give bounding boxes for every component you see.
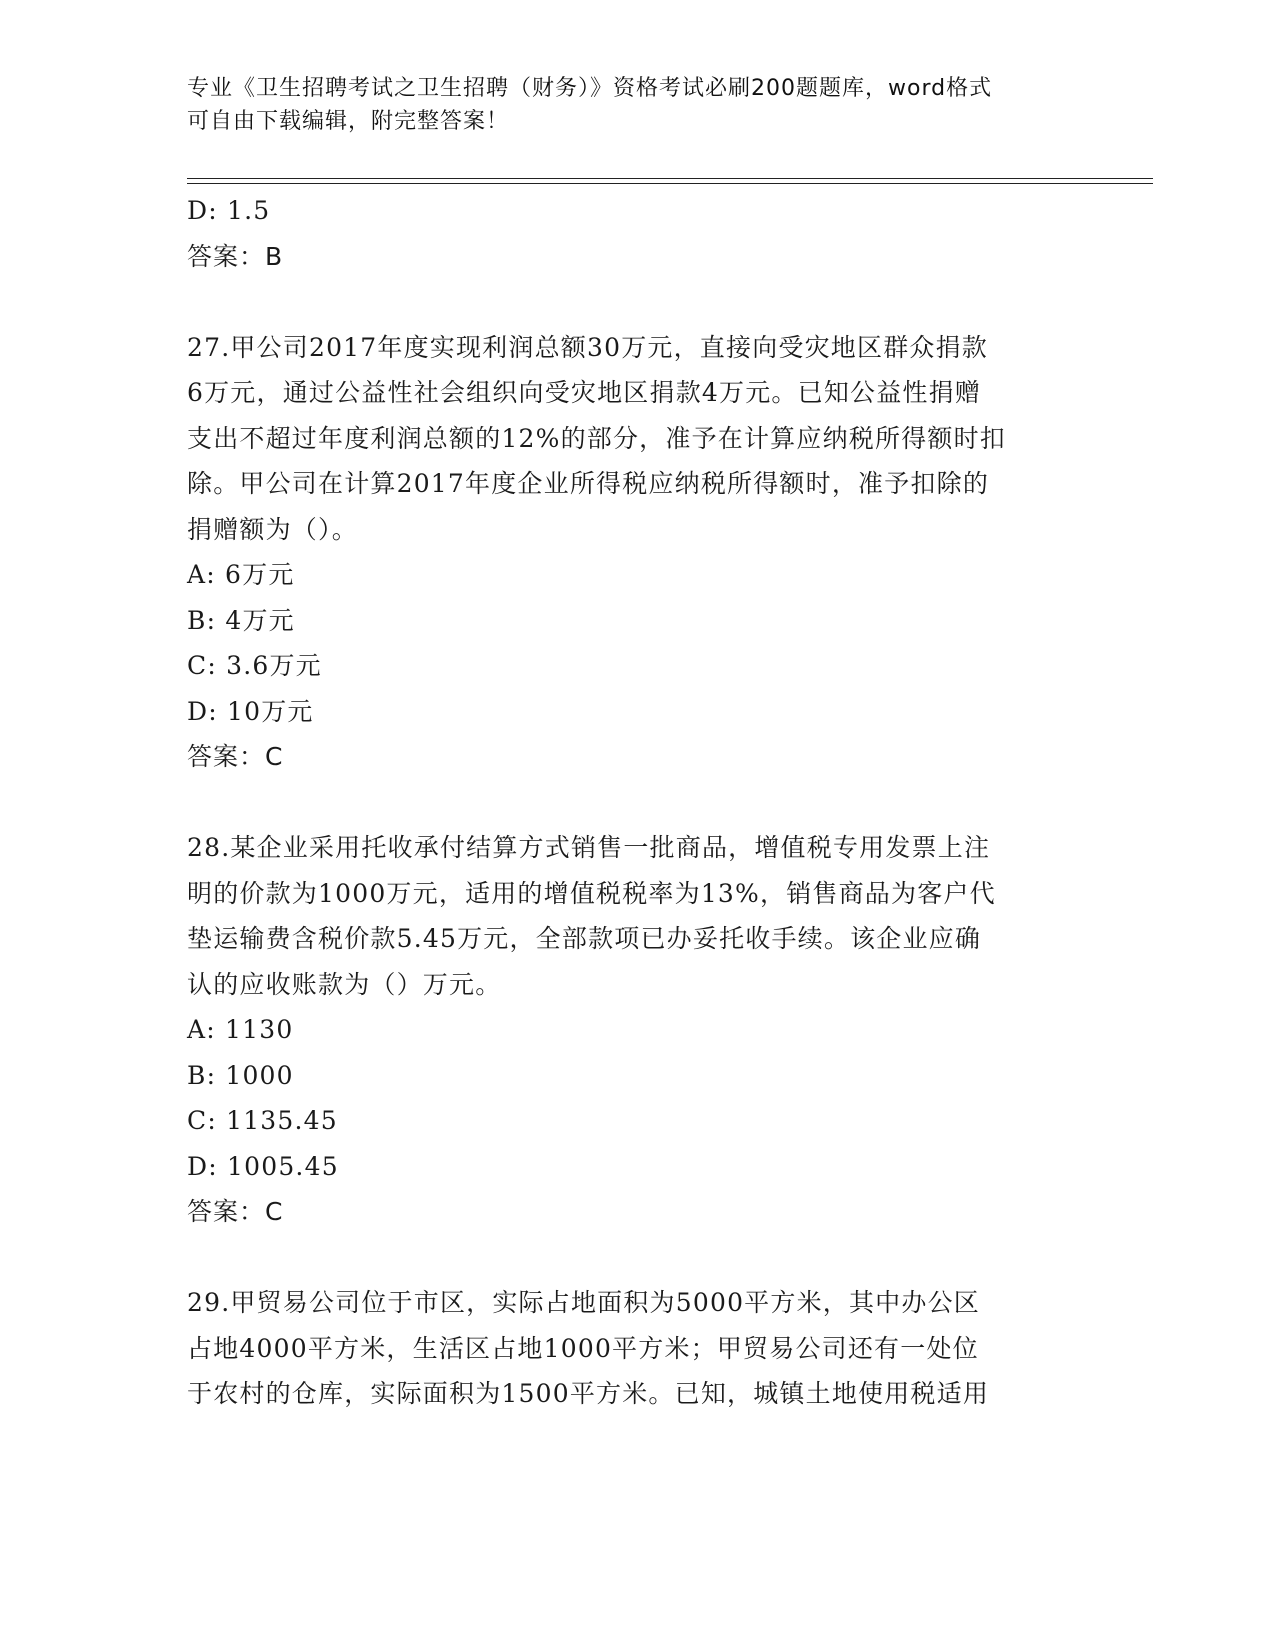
question-27-option-a: A: 6万元 — [187, 560, 295, 589]
question-29 — [187, 1280, 1087, 1417]
spacer — [187, 780, 1087, 826]
question-29-text-line: 29.甲贸易公司位于市区，实际占地面积为5000平方米，其中办公区 — [187, 1288, 980, 1317]
question-27-text-line: 捐赠额为（）。 — [187, 514, 358, 544]
question-28-text-line: 明的价款为1000万元，适用的增值税税率为13%，销售商品为客户代 — [187, 878, 996, 908]
document-body — [187, 188, 1087, 1417]
question-27-answer: 答案：C — [187, 742, 284, 771]
question-28-text-line: 垫运输费含税价款5.45万元，全部款项已办妥托收手续。该企业应确 — [187, 924, 982, 953]
question-27-text-line: 支出不超过年度利润总额的12%的部分，准予在计算应纳税所得额时扣 — [187, 423, 1006, 453]
prev-answer: 答案：B — [187, 241, 284, 271]
question-27-text-line: 27.甲公司2017年度实现利润总额30万元，直接向受灾地区群众捐款 — [187, 332, 988, 362]
question-27 — [187, 325, 1087, 780]
question-27-text-line: 除。甲公司在计算2017年度企业所得税应纳税所得额时，准予扣除的 — [187, 469, 990, 498]
question-27-option-d: D: 10万元 — [187, 696, 314, 726]
question-28-option-a: A: 1130 — [187, 1015, 294, 1044]
question-28-option-c: C: 1135.45 — [187, 1106, 338, 1135]
question-28-option-b: B: 1000 — [187, 1060, 294, 1090]
header-line-1: 专业《卫生招聘考试之卫生招聘（财务）》资格考试必刷200题题库，word格式 — [187, 76, 993, 101]
prev-option-d: D: 1.5 — [187, 196, 271, 225]
document-header — [187, 72, 1067, 138]
question-28-text-line: 认的应收账款为（）万元。 — [187, 969, 502, 999]
question-27-option-b: B: 4万元 — [187, 605, 295, 635]
header-divider-bottom — [187, 183, 1153, 184]
question-27-text-line: 6万元，通过公益性社会组织向受灾地区捐款4万元。已知公益性捐赠 — [187, 378, 982, 407]
question-29-text-line: 于农村的仓库，实际面积为1500平方米。已知，城镇土地使用税适用 — [187, 1379, 990, 1408]
spacer — [187, 279, 1087, 325]
question-28-answer: 答案：C — [187, 1197, 284, 1226]
question-28-option-d: D: 1005.45 — [187, 1151, 339, 1181]
question-28 — [187, 825, 1087, 1235]
spacer — [187, 1235, 1087, 1281]
header-divider-top — [187, 178, 1153, 179]
header-line-2: 可自由下载编辑，附完整答案！ — [187, 109, 510, 134]
question-27-option-c: C: 3.6万元 — [187, 651, 322, 680]
question-29-text-line: 占地4000平方米，生活区占地1000平方米；甲贸易公司还有一处位 — [187, 1333, 979, 1363]
question-28-text-line: 28.某企业采用托收承付结算方式销售一批商品，增值税专用发票上注 — [187, 833, 991, 862]
